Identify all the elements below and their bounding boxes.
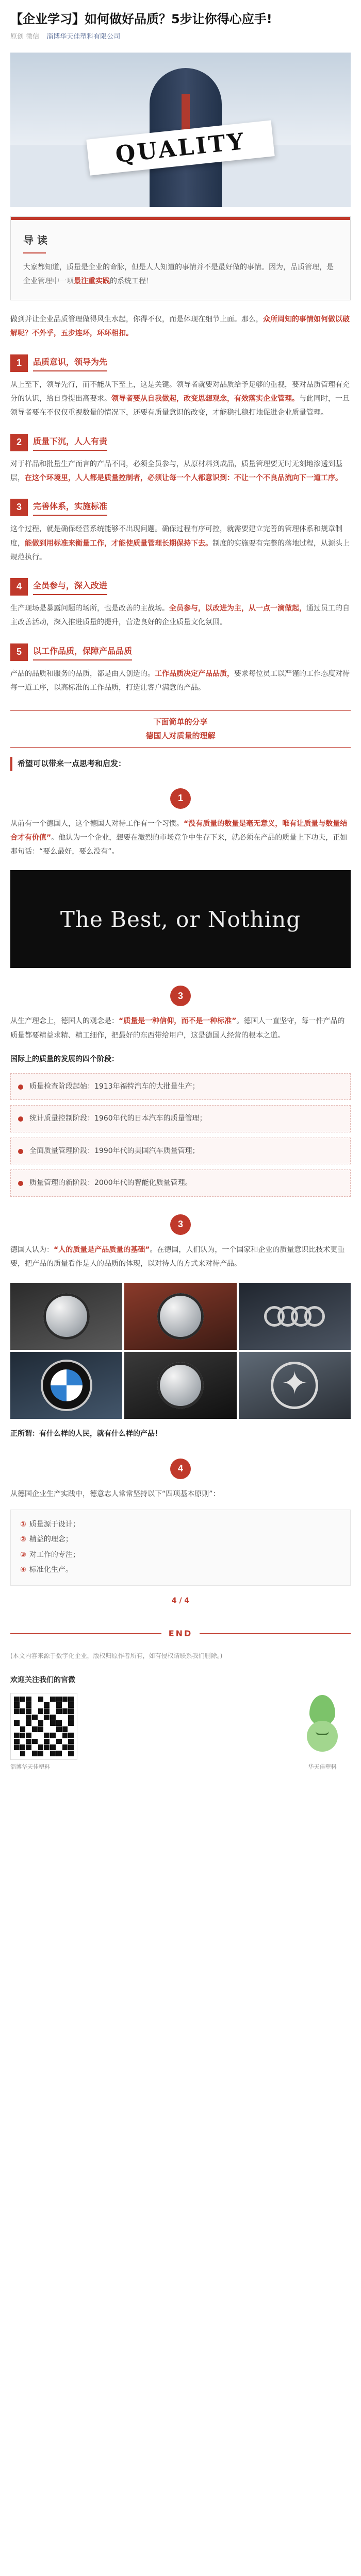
principles-list (10, 1510, 351, 1586)
story-number-badge: 4 (170, 1459, 191, 1479)
account-name-link[interactable]: 淄博华天佳塑料有限公司 (46, 32, 121, 41)
principle-item (20, 1532, 341, 1547)
principles-intro: 从德国企业生产实践中，德意志人常常坚持以下“四项基本原则”： (10, 1489, 220, 1498)
point-title: 品质意识，领导为先 (33, 355, 107, 371)
closing-question-text: 正所谓：有什么样的人民，就有什么样的产品！ (10, 1429, 162, 1438)
point-number: 2 (10, 434, 28, 451)
guide-title: 导 读 (23, 233, 47, 246)
intro-paragraph (10, 313, 351, 341)
point-header (10, 499, 351, 516)
stages-label: 国际上的质量的发展的四个阶段： (10, 1055, 119, 1064)
story-text-before: 从前有一个德国人，这个德国人对待工作有一个习惯。 (10, 819, 184, 828)
chrome-badge-icon (157, 1362, 204, 1409)
guide-text (23, 261, 338, 289)
stage-item (10, 1138, 351, 1165)
guide-accent-bar (11, 217, 350, 220)
mascot-body (307, 1721, 338, 1752)
story-text-highlight: “没有质量的数量是毫无意义，唯有让质量与数量结合才有价值” (10, 819, 348, 842)
point-body-highlight: 能做到用标准来衡量工作，才能使质量管理长期保持下去。 (25, 539, 212, 548)
point-number: 1 (10, 354, 28, 372)
guide-underline (23, 252, 46, 253)
story-paragraph (10, 1014, 351, 1043)
intro-text-before: 做到并让企业品质管理做得风生水起，你得不仅，而是体现在细节上面。那么， (10, 315, 263, 324)
qr-caption: 淄博华天佳塑料 (10, 1763, 50, 1770)
end-label: END (168, 1628, 193, 1638)
mascot-block (294, 1695, 351, 1772)
stage-text: 质量检查阶段起始：1913年福特汽车的大批量生产； (29, 1082, 200, 1091)
story-paragraph (10, 817, 351, 859)
point-body (10, 378, 351, 420)
chrome-badge-icon (43, 1293, 90, 1340)
stage-item (10, 1105, 351, 1132)
three-point-star-icon (271, 1362, 318, 1409)
car-badge-image (124, 1283, 236, 1350)
mascot-caption: 华天佳塑料 (308, 1763, 337, 1770)
story-text-after: 。他认为一个企业，想要在激烈的市场竞争中生存下来，就必须在产品的质量上下功夫，正如那句话：“要么最好，要么没有”。 (10, 833, 348, 856)
end-line-right (200, 1633, 351, 1634)
point-body (10, 522, 351, 565)
principle-text: 精益的理念； (29, 1535, 73, 1544)
point-number: 4 (10, 578, 28, 596)
point-body-highlight: 全员参与，以改进为主，从一点一滴做起， (169, 604, 306, 613)
stage-text: 质量管理的新阶段：2000年代的智能化质量管理。 (29, 1179, 192, 1188)
end-divider (10, 1626, 351, 1641)
story-text-after: 。德国人一直坚守，每一件产品的质量都要精益求精、精工细作，把最好的东西带给用户，这是德国人经营的根本之道。 (10, 1017, 345, 1040)
point-body-before: 从上至下，领导先行，而不能从下至上，这是关键。领导者就要对品质给予足够的重视，要对品质管理有充分的认识，给自身提出高要求。 (10, 380, 350, 403)
story-text-highlight: “质量是一种信仰，而不是一种标准” (119, 1017, 237, 1026)
principle-text: 标准化生产。 (29, 1566, 73, 1574)
guide-card (10, 216, 351, 301)
article-meta (10, 31, 351, 43)
principle-item (20, 1517, 341, 1532)
chrome-badge-icon (157, 1293, 204, 1340)
banner-divider-bottom (10, 747, 351, 748)
story-text-highlight: “人的质量是产品质量的基础” (54, 1245, 150, 1254)
best-or-nothing-image (10, 870, 351, 968)
qr-code-image[interactable] (10, 1693, 77, 1760)
principle-text: 质量源于设计； (29, 1520, 80, 1529)
point-2 (10, 434, 351, 486)
point-body (10, 667, 351, 696)
bullet-dot-icon (18, 1181, 23, 1186)
point-title: 完善体系，实施标准 (33, 499, 107, 516)
point-number: 5 (10, 643, 28, 661)
point-body-before: 产品的品质和服务的品质，都是由人创造的。 (10, 669, 155, 678)
principle-text: 对工作的专注； (29, 1550, 80, 1559)
banner-text (10, 711, 351, 747)
article-source: 原创 微信 (10, 32, 40, 41)
principle-item (20, 1548, 341, 1563)
stage-list (10, 1073, 351, 1197)
principles-footer: 4 / 4 (171, 1596, 190, 1605)
hero-image (10, 53, 351, 207)
story-number-badge: 1 (170, 788, 191, 809)
point-body-before: 生产现场是暴露问题的场所，也是改善的主战场。 (10, 604, 169, 613)
follow-section (10, 1693, 351, 1772)
car-badge-image (124, 1352, 236, 1419)
story-paragraph (10, 1243, 351, 1272)
principle-marker: ② (20, 1535, 26, 1544)
point-body (10, 602, 351, 630)
principle-item (20, 1563, 341, 1578)
closing-question (10, 1427, 351, 1441)
stage-text: 全面质量管理阶段：1990年代的美国汽车质量管理； (29, 1146, 200, 1155)
point-body-highlight: 工作品质决定产品品质， (155, 669, 234, 678)
prelude-text: 希望可以带来一点思考和启发： (10, 757, 351, 770)
point-header (10, 354, 351, 372)
point-body-after: 制度的实施要有完整的落地过程，从源头上规范执行。 (10, 539, 350, 562)
point-body-before: 这个过程，就是确保经营系统能够不出现问题。确保过程有序可控，就需要建立完善的管理体系和规章制度， (10, 525, 342, 548)
point-header (10, 434, 351, 451)
guide-text-before: 大家都知道，质量是企业的命脉，但是人人知道的事情并不是最好做的事情。因为，品质管理，是企业管理中一项 (23, 263, 334, 285)
principle-marker: ③ (20, 1550, 26, 1559)
stage-text: 统计质量控制阶段：1960年代的日本汽车的质量管理； (29, 1114, 207, 1123)
point-title: 全员参与，深入改进 (33, 579, 107, 595)
point-5 (10, 643, 351, 696)
banner-line-2: 德国人对质量的理解 (145, 731, 216, 741)
qr-block (10, 1693, 77, 1772)
story-number-badge: 3 (170, 986, 191, 1006)
point-4 (10, 578, 351, 630)
roundel-badge-icon (43, 1362, 90, 1409)
quality-word-card: QUALITY (86, 120, 274, 175)
car-badge-image (10, 1352, 122, 1419)
guide-text-after: 的系统工程！ (110, 277, 153, 285)
follow-title: 欢迎关注我们的官微 (10, 1676, 75, 1685)
qr-pattern (14, 1697, 74, 1756)
point-header (10, 578, 351, 596)
car-badge-image (10, 1283, 122, 1350)
bullet-dot-icon (18, 1084, 23, 1090)
intro-text-highlight: 众所周知的事情如何做以破解呢？不外乎，五步连环，环环相扣。 (10, 315, 350, 338)
point-body-after: 通过员工的自主改善活动，深入推进质量的提升，营造良好的企业质量文化氛围。 (10, 604, 350, 627)
point-body-after: 要求每位员工以严谨的工作态度对待每一道工序，以高标准的工作品质，打造让客户满意的产品。 (10, 669, 350, 692)
best-or-nothing-text: The Best, or Nothing (60, 906, 301, 932)
principle-marker: ① (20, 1520, 26, 1529)
point-1 (10, 354, 351, 420)
car-badge-image (239, 1352, 351, 1419)
end-line-left (10, 1633, 161, 1634)
point-title: 以工作品质，保障产品品质 (33, 644, 132, 660)
copyright-note: (本文内容来源于数字化企业，版权归原作者所有，如有侵权请联系我们删除。) (10, 1652, 223, 1659)
point-body-highlight: 在这个环境里，人人都是质量控制者，必须让每一个人都意识到：不让一个不良品流向下一道工序。 (25, 473, 342, 482)
story-text-before: 从生产理念上，德国人的观念是： (10, 1017, 119, 1026)
point-body-highlight: 领导者要从自我做起，改变思想观念，有效落实企业管理。 (111, 395, 299, 403)
point-number: 3 (10, 499, 28, 516)
article-header (0, 0, 361, 46)
guide-text-highlight: 最注重实践 (74, 277, 110, 285)
point-header (10, 643, 351, 661)
mascot-image (294, 1695, 351, 1762)
stage-item (10, 1073, 351, 1100)
story-text-before: 德国人认为： (10, 1245, 54, 1254)
point-body-before: 对于样品和批量生产而言的产品不同，必须全员参与，从原材料到成品，质量管理要无时无刻地渗透到基层， (10, 460, 342, 482)
mascot-smile (316, 1731, 329, 1735)
point-body (10, 457, 351, 486)
banner-line-1: 下面简单的分享 (153, 717, 208, 727)
bullet-dot-icon (18, 1149, 23, 1154)
bullet-dot-icon (18, 1116, 23, 1122)
story-number-badge: 3 (170, 1214, 191, 1235)
point-3 (10, 499, 351, 565)
stage-item (10, 1170, 351, 1197)
section-banner (10, 710, 351, 748)
article-title: 【企业学习】如何做好品质？5步让你得心应手! (10, 12, 272, 26)
car-badge-image (239, 1283, 351, 1350)
point-body-after: 与此同时，一旦领导者要在不仅仅重视数量的情况下，还要有质量意识的改变，才能稳扎稳打地促进企业质量管理。 (10, 395, 350, 417)
story-text-after: 。在德国，人们认为，一个国家和企业的质量意识比技术更重要，把产品的质量看作是人的品质的体现，以对待人的方式来对待产品。 (10, 1245, 345, 1268)
point-title: 质量下沉，人人有责 (33, 434, 107, 451)
car-logo-grid (10, 1283, 351, 1419)
principle-marker: ④ (20, 1566, 26, 1574)
four-rings-icon (264, 1306, 325, 1327)
